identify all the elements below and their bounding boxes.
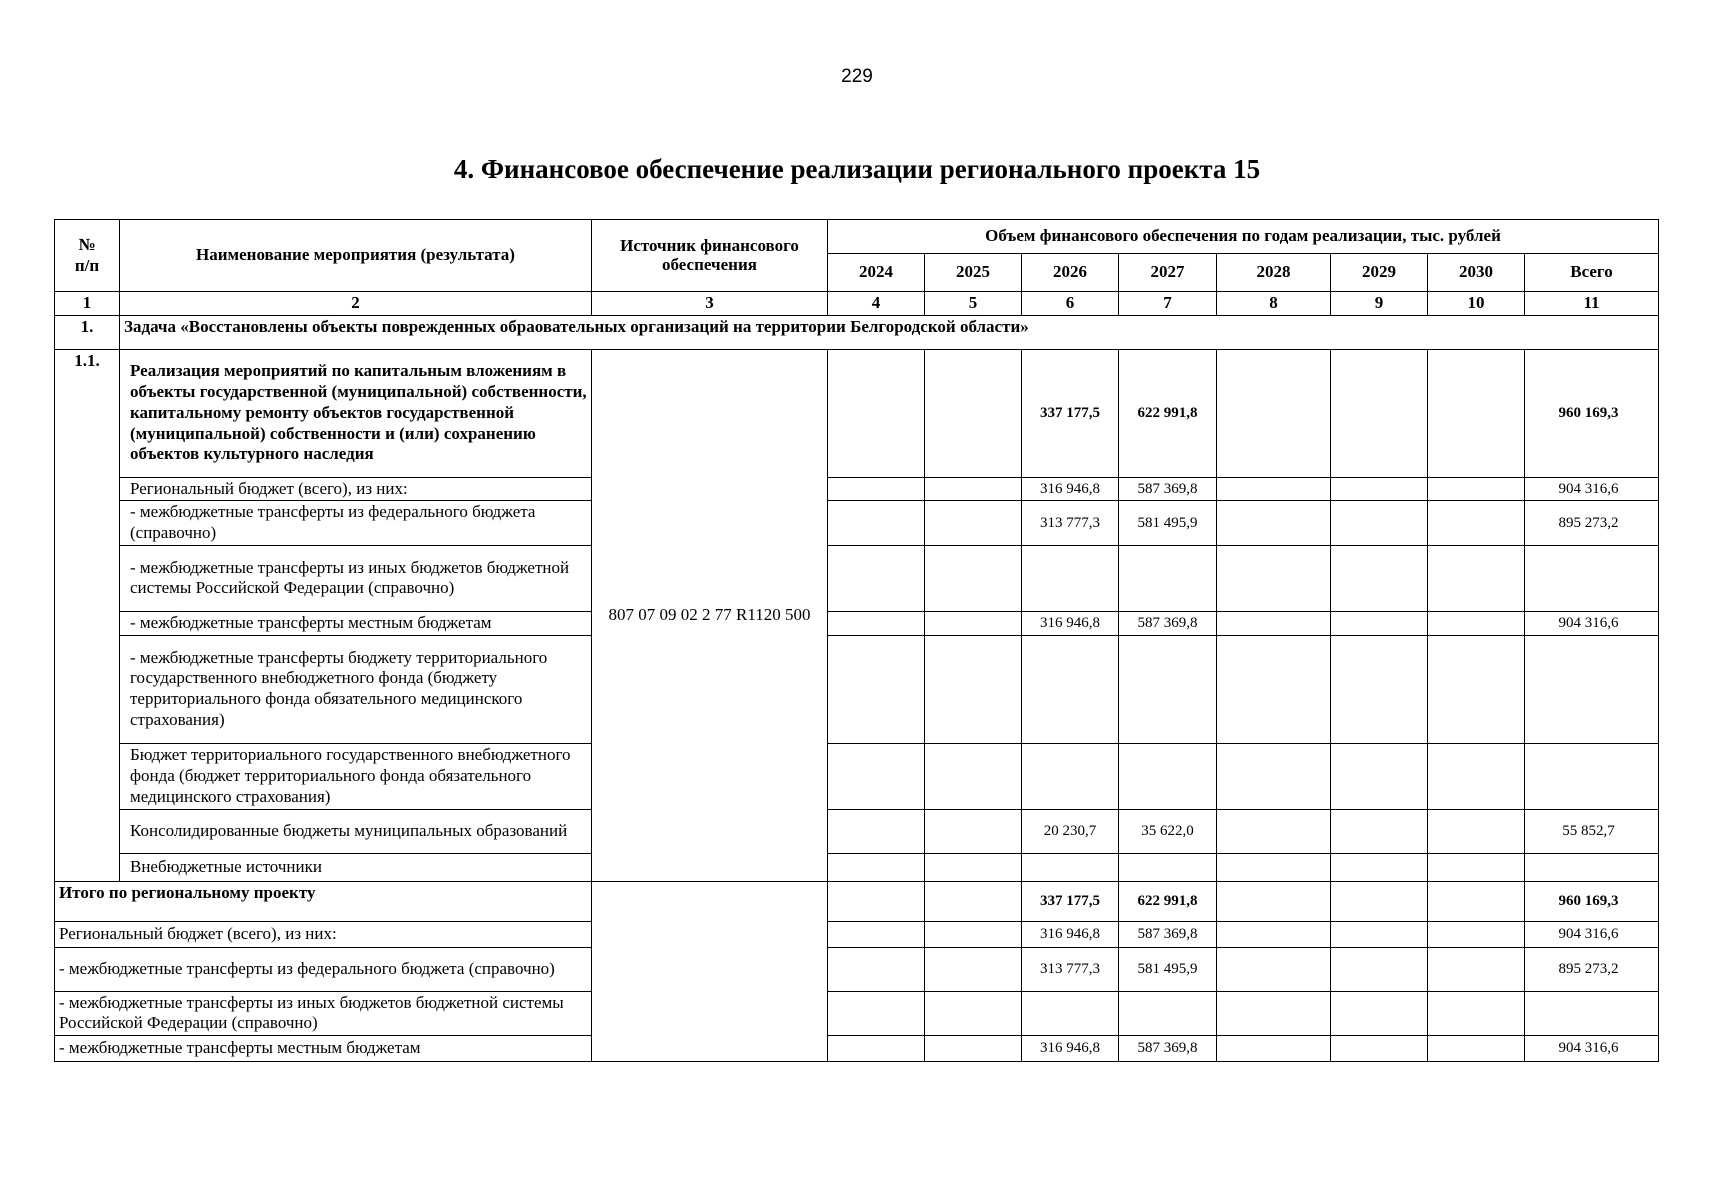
value-cell bbox=[828, 1036, 925, 1062]
value-cell: 316 946,8 bbox=[1022, 477, 1119, 501]
table-row bbox=[55, 853, 1659, 881]
value-cell bbox=[1428, 611, 1525, 635]
total-row-label: - межбюджетные трансферты местным бюджетам bbox=[55, 1036, 592, 1062]
row-label: Бюджет территориального государственного внебюджетного фонда (бюджет территориального фонда обязательного медицинского страхования) bbox=[120, 743, 592, 809]
header-year-1: 2024 bbox=[828, 254, 925, 292]
value-cell: 313 777,3 bbox=[1022, 947, 1119, 991]
value-cell bbox=[925, 947, 1022, 991]
value-cell bbox=[828, 743, 925, 809]
value-cell bbox=[1331, 743, 1428, 809]
value-cell bbox=[1331, 947, 1428, 991]
table-row bbox=[55, 743, 1659, 809]
value-cell bbox=[925, 635, 1022, 743]
value-cell: 313 777,3 bbox=[1022, 501, 1119, 545]
column-number: 10 bbox=[1428, 292, 1525, 316]
value-cell bbox=[1022, 545, 1119, 611]
value-cell bbox=[1119, 853, 1217, 881]
total-row-label: - межбюджетные трансферты из иных бюджетов бюджетной системы Российской Федерации (справочно) bbox=[55, 991, 592, 1035]
table-row bbox=[55, 477, 1659, 501]
column-number: 1 bbox=[55, 292, 120, 316]
value-cell bbox=[925, 921, 1022, 947]
value-cell bbox=[1525, 635, 1659, 743]
value-cell bbox=[1217, 853, 1331, 881]
value-cell bbox=[1217, 611, 1331, 635]
value-cell bbox=[828, 349, 925, 477]
value-cell bbox=[1119, 635, 1217, 743]
table-row bbox=[55, 635, 1659, 743]
value-cell: 316 946,8 bbox=[1022, 611, 1119, 635]
value-cell: 904 316,6 bbox=[1525, 921, 1659, 947]
value-cell bbox=[1217, 809, 1331, 853]
value-cell bbox=[1217, 1036, 1331, 1062]
table-row bbox=[55, 501, 1659, 545]
column-number: 4 bbox=[828, 292, 925, 316]
total-row-label: Итого по региональному проекту bbox=[55, 881, 592, 921]
value-cell bbox=[925, 545, 1022, 611]
total-row bbox=[55, 921, 1659, 947]
value-cell bbox=[828, 809, 925, 853]
row-label: - межбюджетные трансферты из иных бюджетов бюджетной системы Российской Федерации (справочно) bbox=[120, 545, 592, 611]
value-cell bbox=[1217, 501, 1331, 545]
value-cell bbox=[925, 1036, 1022, 1062]
header-year-6: 2029 bbox=[1331, 254, 1428, 292]
value-cell bbox=[1428, 635, 1525, 743]
header-year-7: 2030 bbox=[1428, 254, 1525, 292]
value-cell bbox=[1428, 1036, 1525, 1062]
value-cell: 316 946,8 bbox=[1022, 921, 1119, 947]
value-cell bbox=[1331, 991, 1428, 1035]
total-row bbox=[55, 991, 1659, 1035]
column-number: 5 bbox=[925, 292, 1022, 316]
value-cell bbox=[1525, 545, 1659, 611]
value-cell bbox=[828, 501, 925, 545]
header-year-4: 2027 bbox=[1119, 254, 1217, 292]
table-row bbox=[55, 809, 1659, 853]
value-cell bbox=[828, 635, 925, 743]
value-cell: 622 991,8 bbox=[1119, 349, 1217, 477]
column-number: 7 bbox=[1119, 292, 1217, 316]
value-cell bbox=[1022, 991, 1119, 1035]
value-cell bbox=[1428, 349, 1525, 477]
value-cell bbox=[1428, 477, 1525, 501]
column-number: 9 bbox=[1331, 292, 1428, 316]
value-cell bbox=[1331, 477, 1428, 501]
row-label: - межбюджетные трансферты бюджету территориального государственного внебюджетного фонда (бюджету территориального фонда обязательного медицинского страхования) bbox=[120, 635, 592, 743]
value-cell bbox=[1428, 743, 1525, 809]
value-cell: 960 169,3 bbox=[1525, 881, 1659, 921]
funding-source-code: 807 07 09 02 2 77 R1120 500 bbox=[592, 349, 828, 881]
value-cell bbox=[828, 853, 925, 881]
header-year-2: 2025 bbox=[925, 254, 1022, 292]
total-row bbox=[55, 1036, 1659, 1062]
value-cell: 622 991,8 bbox=[1119, 881, 1217, 921]
task-text: Задача «Восстановлены объекты поврежденных обраовательных организаций на территории Белгородской области» bbox=[120, 315, 1659, 349]
task-number: 1. bbox=[55, 315, 120, 349]
value-cell bbox=[828, 611, 925, 635]
value-cell bbox=[1331, 853, 1428, 881]
value-cell bbox=[1331, 1036, 1428, 1062]
header-year-3: 2026 bbox=[1022, 254, 1119, 292]
value-cell bbox=[1119, 991, 1217, 1035]
page-number: 229 bbox=[841, 66, 873, 87]
value-cell bbox=[1525, 991, 1659, 1035]
column-number: 6 bbox=[1022, 292, 1119, 316]
value-cell bbox=[1217, 349, 1331, 477]
measure-number: 1.1. bbox=[55, 349, 120, 881]
value-cell bbox=[925, 501, 1022, 545]
value-cell bbox=[1428, 545, 1525, 611]
value-cell bbox=[1331, 809, 1428, 853]
total-source-cell bbox=[592, 881, 828, 1061]
value-cell bbox=[1217, 743, 1331, 809]
value-cell bbox=[1331, 349, 1428, 477]
column-number: 11 bbox=[1525, 292, 1659, 316]
value-cell bbox=[1217, 921, 1331, 947]
value-cell bbox=[1428, 947, 1525, 991]
value-cell bbox=[1022, 853, 1119, 881]
value-cell: 337 177,5 bbox=[1022, 881, 1119, 921]
value-cell bbox=[1428, 921, 1525, 947]
value-cell bbox=[828, 947, 925, 991]
value-cell bbox=[828, 881, 925, 921]
value-cell bbox=[828, 477, 925, 501]
table-row bbox=[55, 545, 1659, 611]
header-year-5: 2028 bbox=[1217, 254, 1331, 292]
value-cell bbox=[925, 349, 1022, 477]
value-cell bbox=[1428, 809, 1525, 853]
value-cell bbox=[828, 545, 925, 611]
column-number: 2 bbox=[120, 292, 592, 316]
value-cell bbox=[1525, 853, 1659, 881]
value-cell bbox=[1217, 881, 1331, 921]
value-cell: 904 316,6 bbox=[1525, 611, 1659, 635]
total-row-label: - межбюджетные трансферты из федерального бюджета (справочно) bbox=[55, 947, 592, 991]
header-num: № п/п bbox=[55, 220, 120, 292]
value-cell bbox=[1331, 501, 1428, 545]
value-cell: 35 622,0 bbox=[1119, 809, 1217, 853]
value-cell: 587 369,8 bbox=[1119, 611, 1217, 635]
value-cell: 904 316,6 bbox=[1525, 477, 1659, 501]
value-cell bbox=[1217, 477, 1331, 501]
value-cell: 581 495,9 bbox=[1119, 501, 1217, 545]
value-cell bbox=[925, 611, 1022, 635]
row-label: Консолидированные бюджеты муниципальных образований bbox=[120, 809, 592, 853]
value-cell: 587 369,8 bbox=[1119, 1036, 1217, 1062]
financing-table bbox=[54, 219, 1659, 1062]
value-cell bbox=[1331, 881, 1428, 921]
value-cell bbox=[925, 809, 1022, 853]
value-cell bbox=[1331, 921, 1428, 947]
value-cell bbox=[1428, 991, 1525, 1035]
value-cell: 337 177,5 bbox=[1022, 349, 1119, 477]
value-cell: 587 369,8 bbox=[1119, 921, 1217, 947]
value-cell: 581 495,9 bbox=[1119, 947, 1217, 991]
header-name: Наименование мероприятия (результата) bbox=[120, 220, 592, 292]
header-volume: Объем финансового обеспечения по годам реализации, тыс. рублей bbox=[828, 220, 1659, 254]
value-cell bbox=[1119, 743, 1217, 809]
value-cell bbox=[1331, 611, 1428, 635]
value-cell: 895 273,2 bbox=[1525, 501, 1659, 545]
value-cell bbox=[1525, 743, 1659, 809]
value-cell bbox=[925, 991, 1022, 1035]
total-row bbox=[55, 881, 1659, 921]
value-cell bbox=[1217, 991, 1331, 1035]
column-number: 8 bbox=[1217, 292, 1331, 316]
value-cell bbox=[1428, 881, 1525, 921]
value-cell: 20 230,7 bbox=[1022, 809, 1119, 853]
row-label: - межбюджетные трансферты из федерального бюджета (справочно) bbox=[120, 501, 592, 545]
value-cell bbox=[925, 853, 1022, 881]
table-row bbox=[55, 611, 1659, 635]
value-cell bbox=[1331, 545, 1428, 611]
row-label: Внебюджетные источники bbox=[120, 853, 592, 881]
total-row bbox=[55, 947, 1659, 991]
value-cell bbox=[1428, 853, 1525, 881]
row-label: Региональный бюджет (всего), из них: bbox=[120, 477, 592, 501]
value-cell bbox=[925, 881, 1022, 921]
value-cell bbox=[925, 743, 1022, 809]
row-label: Реализация мероприятий по капитальным вложениям в объекты государственной (муниципальной) собственности, капитальному ремонту объектов государственной (муниципальной) собственности и (или) сохранению объектов культурного наследия bbox=[120, 349, 592, 477]
value-cell: 904 316,6 bbox=[1525, 1036, 1659, 1062]
value-cell bbox=[1217, 635, 1331, 743]
value-cell: 895 273,2 bbox=[1525, 947, 1659, 991]
value-cell bbox=[1022, 635, 1119, 743]
value-cell: 55 852,7 bbox=[1525, 809, 1659, 853]
value-cell bbox=[828, 991, 925, 1035]
value-cell: 960 169,3 bbox=[1525, 349, 1659, 477]
header-source: Источник финансового обеспечения bbox=[592, 220, 828, 292]
value-cell: 587 369,8 bbox=[1119, 477, 1217, 501]
value-cell bbox=[1428, 501, 1525, 545]
header-year-8: Всего bbox=[1525, 254, 1659, 292]
page-title: 4. Финансовое обеспечение реализации регионального проекта 15 bbox=[453, 154, 1261, 184]
value-cell bbox=[1331, 635, 1428, 743]
value-cell bbox=[925, 477, 1022, 501]
column-number: 3 bbox=[592, 292, 828, 316]
value-cell bbox=[1217, 545, 1331, 611]
table-row bbox=[55, 349, 1659, 477]
value-cell bbox=[1022, 743, 1119, 809]
value-cell bbox=[828, 921, 925, 947]
total-row-label: Региональный бюджет (всего), из них: bbox=[55, 921, 592, 947]
value-cell bbox=[1217, 947, 1331, 991]
row-label: - межбюджетные трансферты местным бюджетам bbox=[120, 611, 592, 635]
value-cell bbox=[1119, 545, 1217, 611]
value-cell: 316 946,8 bbox=[1022, 1036, 1119, 1062]
